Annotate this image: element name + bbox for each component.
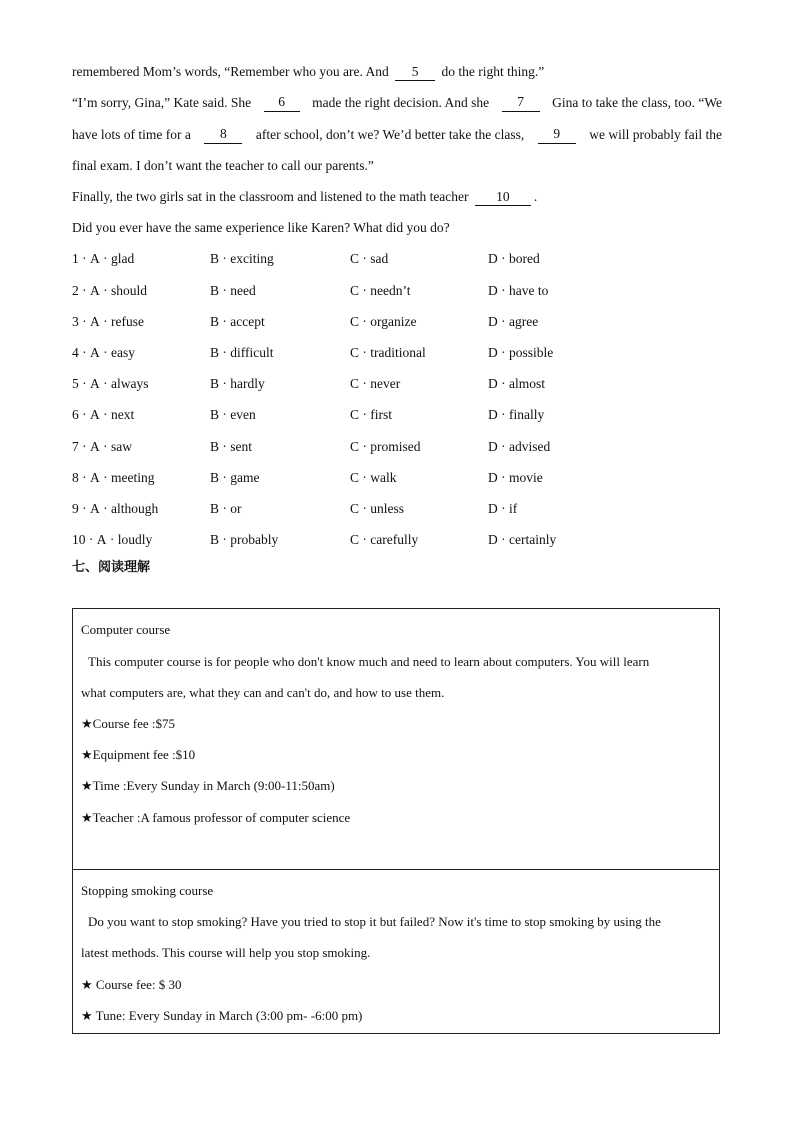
option-b[interactable]: B · game bbox=[210, 470, 260, 485]
option-c[interactable]: C · organize bbox=[350, 314, 417, 329]
blank-8[interactable]: 8 bbox=[204, 126, 242, 144]
blank-7[interactable]: 7 bbox=[502, 94, 540, 112]
option-a[interactable]: 1 · A · glad bbox=[72, 251, 135, 266]
option-row-9 bbox=[72, 500, 722, 518]
option-d[interactable]: D · bored bbox=[488, 251, 540, 266]
blank-6[interactable]: 6 bbox=[264, 94, 300, 112]
option-row-1 bbox=[72, 250, 722, 268]
option-d[interactable]: D · possible bbox=[488, 345, 554, 360]
smoking-course-desc-2: latest methods. This course will help you stop smoking. bbox=[81, 945, 371, 960]
section-title: 七、阅读理解 bbox=[72, 560, 151, 575]
option-row-3 bbox=[72, 313, 722, 331]
smoking-course-title: Stopping smoking course bbox=[81, 883, 214, 898]
option-b[interactable]: B · need bbox=[210, 283, 256, 298]
option-c[interactable]: C · never bbox=[350, 376, 401, 391]
option-c[interactable]: C · sad bbox=[350, 251, 389, 266]
option-row-10 bbox=[72, 531, 722, 549]
option-d[interactable]: D · certainly bbox=[488, 532, 557, 547]
smoking-course-time: ★ Tune: Every Sunday in March (3:00 pm- -6:00 pm) bbox=[81, 1008, 363, 1023]
option-row-6 bbox=[72, 406, 722, 424]
option-b[interactable]: B · difficult bbox=[210, 345, 274, 360]
option-d[interactable]: D · have to bbox=[488, 283, 549, 298]
computer-course-desc-1: This computer course is for people who don't know much and need to learn about computers. You will learn bbox=[88, 654, 650, 669]
option-c[interactable]: C · first bbox=[350, 407, 392, 422]
option-c[interactable]: C · unless bbox=[350, 501, 404, 516]
option-a[interactable]: 2 · A · should bbox=[72, 283, 147, 298]
option-a[interactable]: 4 · A · easy bbox=[72, 345, 135, 360]
option-b[interactable]: B · sent bbox=[210, 439, 252, 454]
option-d[interactable]: D · if bbox=[488, 501, 518, 516]
reading-table bbox=[72, 608, 720, 1034]
option-b[interactable]: B · or bbox=[210, 501, 242, 516]
option-row-5 bbox=[72, 375, 722, 393]
option-a[interactable]: 6 · A · next bbox=[72, 407, 135, 422]
option-b[interactable]: B · hardly bbox=[210, 376, 265, 391]
option-a[interactable]: 10 · A · loudly bbox=[72, 532, 153, 547]
passage-line-4: final exam. I don’t want the teacher to call our parents.” bbox=[72, 158, 374, 173]
option-d[interactable]: D · almost bbox=[488, 376, 545, 391]
option-a[interactable]: 8 · A · meeting bbox=[72, 470, 155, 485]
computer-course-time: ★Time :Every Sunday in March (9:00-11:50am) bbox=[81, 778, 335, 793]
blank-9[interactable]: 9 bbox=[538, 126, 576, 144]
option-b[interactable]: B · exciting bbox=[210, 251, 274, 266]
option-d[interactable]: D · advised bbox=[488, 439, 551, 454]
passage-line-5: Finally, the two girls sat in the classroom and listened to the math teacher 10 . bbox=[72, 189, 538, 204]
option-c[interactable]: C · needn’t bbox=[350, 283, 411, 298]
option-c[interactable]: C · carefully bbox=[350, 532, 419, 547]
option-c[interactable]: C · promised bbox=[350, 439, 421, 454]
option-b[interactable]: B · accept bbox=[210, 314, 265, 329]
passage-line-1: remembered Mom’s words, “Remember who you are. And 5 do the right thing.” bbox=[72, 64, 545, 79]
computer-course-teacher: ★Teacher :A famous professor of computer science bbox=[81, 810, 351, 825]
option-c[interactable]: C · walk bbox=[350, 470, 397, 485]
smoking-course-fee: ★ Course fee: $ 30 bbox=[81, 977, 182, 992]
computer-course-title: Computer course bbox=[81, 622, 171, 637]
option-b[interactable]: B · probably bbox=[210, 532, 279, 547]
computer-course-fee: ★Course fee :$75 bbox=[81, 716, 175, 731]
smoking-course-desc-1: Do you want to stop smoking? Have you tried to stop it but failed? Now it's time to stop smoking by using the bbox=[88, 914, 661, 929]
option-a[interactable]: 5 · A · always bbox=[72, 376, 149, 391]
option-row-2 bbox=[72, 282, 722, 300]
option-a[interactable]: 3 · A · refuse bbox=[72, 314, 144, 329]
option-row-8 bbox=[72, 469, 722, 487]
option-b[interactable]: B · even bbox=[210, 407, 256, 422]
blank-5[interactable]: 5 bbox=[395, 64, 435, 81]
table-divider bbox=[73, 869, 719, 870]
blank-10[interactable]: 10 bbox=[475, 189, 531, 206]
passage-line-3: have lots of time for a 8 after school, don’t we? We’d better take the class, 9 we will probably fail the bbox=[72, 126, 722, 142]
option-d[interactable]: D · finally bbox=[488, 407, 545, 422]
option-c[interactable]: C · traditional bbox=[350, 345, 426, 360]
passage-question: Did you ever have the same experience like Karen? What did you do? bbox=[72, 220, 450, 235]
computer-course-desc-2: what computers are, what they can and can't do, and how to use them. bbox=[81, 685, 445, 700]
option-d[interactable]: D · movie bbox=[488, 470, 543, 485]
passage-line-2: “I’m sorry, Gina,” Kate said. She 6 made the right decision. And she 7 Gina to take the class, too. “We bbox=[72, 94, 722, 110]
option-a[interactable]: 9 · A · although bbox=[72, 501, 159, 516]
option-row-4 bbox=[72, 344, 722, 362]
option-a[interactable]: 7 · A · saw bbox=[72, 439, 132, 454]
computer-course-equipment: ★Equipment fee :$10 bbox=[81, 747, 196, 762]
option-d[interactable]: D · agree bbox=[488, 314, 539, 329]
option-row-7 bbox=[72, 438, 722, 456]
